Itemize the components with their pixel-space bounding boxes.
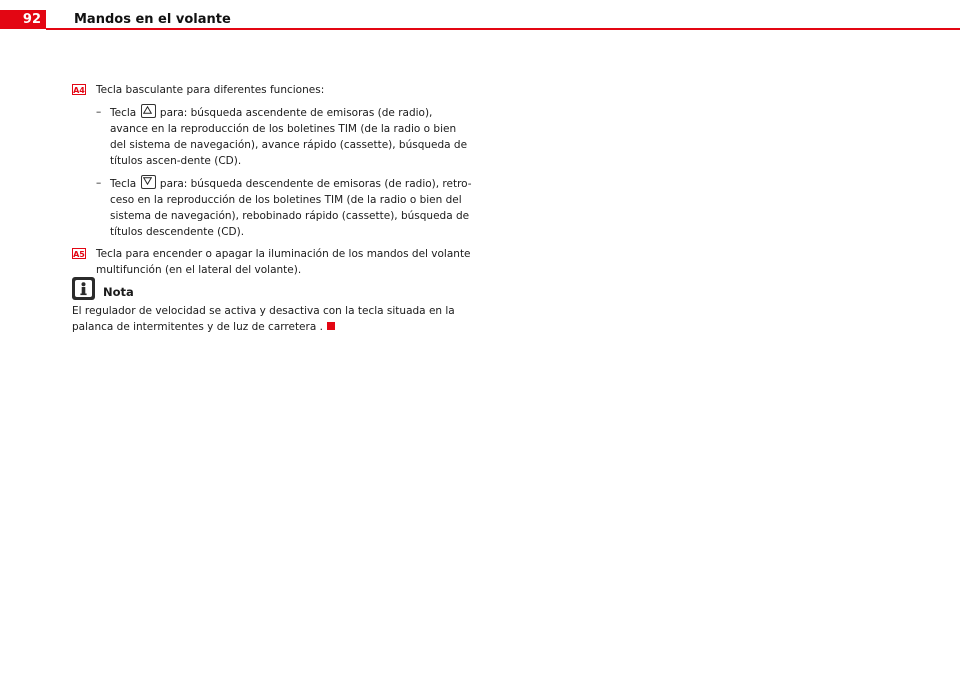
header-rule [46,28,960,30]
page-number: 92 [0,10,46,29]
sub-item-text: para: búsqueda ascendente de emisoras (de radio), avance en la reproducción de los boletines TIM (de la radio o bien del sistema de navegación), avance rápido (cassette), búsqueda de títulos ascen-dente (CD). [110,107,468,167]
up-triangle-icon [141,104,156,118]
sub-item-up [96,104,472,169]
note-body [72,303,472,335]
note-text: El regulador de velocidad se activa y desactiva con la tecla situada en la palanca de intermitentes y de luz de carretera . [72,305,455,333]
item-text: Tecla basculante para diferentes funciones: [96,84,325,96]
list-item-a4 [72,82,472,240]
item-marker: A4 [73,86,85,95]
dash: – [96,106,102,118]
content-column [72,82,472,278]
down-triangle-icon [141,175,156,189]
end-mark-icon [327,322,335,330]
dash: – [96,177,102,189]
sub-item-prefix: Tecla [110,178,137,190]
item-text: Tecla para encender o apagar la iluminación de los mandos del volante multifunción (en el lateral del volante). [96,248,471,276]
note-title: Nota [103,285,134,299]
section-title: Mandos en el volante [74,12,231,27]
sub-item-prefix: Tecla [110,107,137,119]
note-info-icon [72,277,95,300]
item-marker: A5 [73,250,85,259]
sub-item-down [96,175,472,240]
sub-item-text: para: búsqueda descendente de emisoras (de radio), retro-ceso en la reproducción de los boletines TIM (de la radio o bien del sistema de navegación), rebobinado rápido (cassette), búsqueda de títulos descendente (CD). [110,178,472,238]
list-item-a5 [72,246,472,278]
page-header [0,0,960,32]
